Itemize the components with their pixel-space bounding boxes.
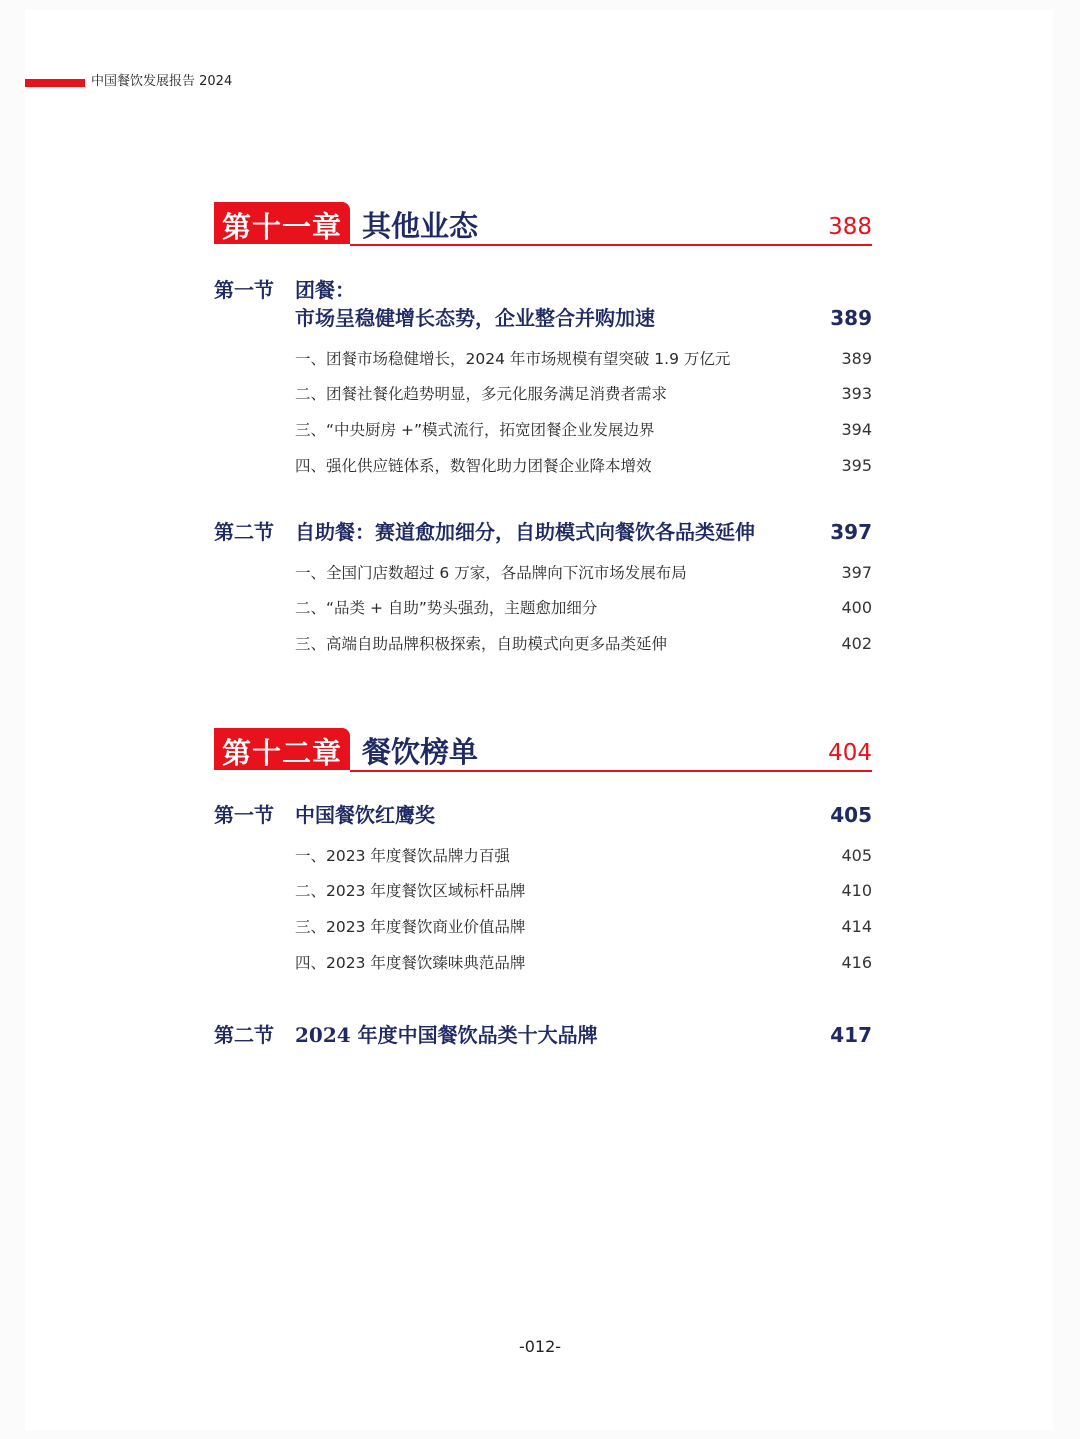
- toc-item-page: 400: [841, 598, 872, 617]
- toc-item: [295, 914, 872, 940]
- toc-item: [295, 560, 872, 586]
- chapter-rule: [350, 770, 872, 772]
- toc-item-page: 414: [841, 917, 872, 936]
- toc-item-text: 四、强化供应链体系，数智化助力团餐企业降本增效: [295, 457, 652, 475]
- section-heading: [214, 518, 872, 548]
- toc-item-text: 三、“中央厨房 +”模式流行，拓宽团餐企业发展边界: [295, 421, 655, 439]
- section-title-line2: 市场呈稳健增长态势，企业整合并购加速: [295, 306, 655, 330]
- section-page-number: 417: [830, 1023, 872, 1047]
- toc-item: [295, 417, 872, 443]
- toc-item-page: 393: [841, 384, 872, 403]
- toc-item-text: 二、“品类 + 自助”势头强劲，主题愈加细分: [295, 599, 598, 617]
- section-label: 第一节: [214, 278, 274, 302]
- chapter-label: 第十一章: [222, 210, 343, 244]
- toc-item-page: 410: [841, 881, 872, 900]
- toc-item-page: 397: [841, 563, 872, 582]
- toc-item-page: 394: [841, 420, 872, 439]
- section-heading: [214, 801, 872, 831]
- chapter-label-box: [214, 728, 350, 770]
- section-title: 2024 年度中国餐饮品类十大品牌: [295, 1023, 598, 1047]
- toc-item: [295, 453, 872, 479]
- toc-item-page: 389: [841, 349, 872, 368]
- section-title: 中国餐饮红鹰奖: [295, 803, 435, 827]
- section-page-number: 389: [830, 306, 872, 330]
- chapter-rule: [350, 244, 872, 246]
- toc-item: [295, 631, 872, 657]
- running-header-text: 中国餐饮发展报告 2024: [91, 74, 233, 89]
- toc-item-text: 三、2023 年度餐饮商业价值品牌: [295, 918, 526, 936]
- chapter-label-box: [214, 202, 350, 244]
- toc-item-page: 395: [841, 456, 872, 475]
- section-title: 自助餐：赛道愈加细分，自助模式向餐饮各品类延伸: [295, 520, 755, 544]
- section-heading: [214, 276, 872, 336]
- toc-item: [295, 950, 872, 976]
- toc-item: [295, 381, 872, 407]
- toc-item-text: 二、团餐社餐化趋势明显，多元化服务满足消费者需求: [295, 385, 668, 403]
- toc-item-text: 二、2023 年度餐饮区域标杆品牌: [295, 882, 526, 900]
- chapter-11-heading: [214, 202, 872, 246]
- toc-item-text: 三、高端自助品牌积极探索，自助模式向更多品类延伸: [295, 635, 668, 653]
- section-page-number: 397: [830, 520, 872, 544]
- chapter-label: 第十二章: [222, 736, 343, 770]
- toc-item-page: 405: [841, 846, 872, 865]
- page-folio: -012-: [518, 1337, 562, 1356]
- chapter-12-heading: [214, 728, 872, 772]
- chapter-title: 其他业态: [362, 209, 479, 243]
- section-label: 第一节: [214, 803, 274, 827]
- section-heading: [214, 1021, 872, 1051]
- chapter-title: 餐饮榜单: [362, 735, 479, 769]
- toc-item-text: 一、团餐市场稳健增长，2024 年市场规模有望突破 1.9 万亿元: [295, 350, 731, 368]
- chapter-page-number: 388: [828, 214, 872, 240]
- toc-item-text: 四、2023 年度餐饮臻味典范品牌: [295, 954, 526, 972]
- section-label: 第二节: [214, 520, 274, 544]
- section-title-line1: 团餐：: [295, 278, 355, 302]
- toc-item: [295, 595, 872, 621]
- section-page-number: 405: [830, 803, 872, 827]
- toc-item: [295, 878, 872, 904]
- chapter-page-number: 404: [828, 740, 872, 766]
- header-red-bar: [25, 79, 85, 87]
- toc-item: [295, 843, 872, 869]
- toc-item: [295, 346, 872, 372]
- toc-item-page: 402: [841, 634, 872, 653]
- toc-item-text: 一、全国门店数超过 6 万家，各品牌向下沉市场发展布局: [295, 564, 687, 582]
- toc-item-text: 一、2023 年度餐饮品牌力百强: [295, 847, 510, 865]
- toc-item-page: 416: [841, 953, 872, 972]
- section-label: 第二节: [214, 1023, 274, 1047]
